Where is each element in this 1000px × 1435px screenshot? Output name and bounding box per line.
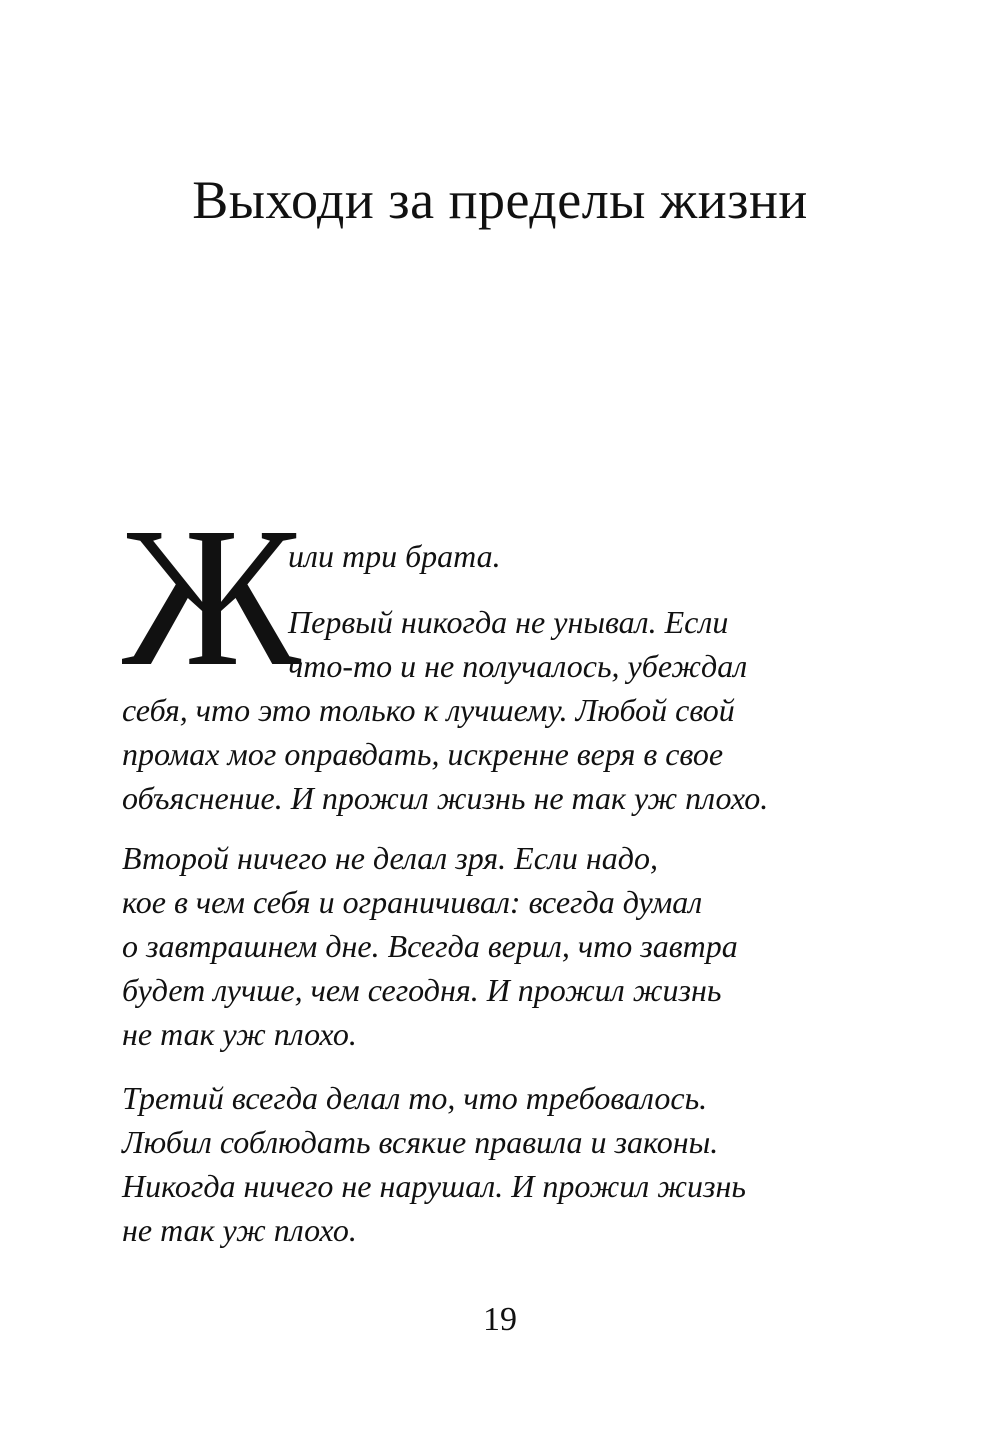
paragraph-3-line-2: кое в чем себя и ограничивал: всегда думал <box>122 884 703 920</box>
paragraph-4-line-2: Любил соблюдать всякие правила и законы. <box>122 1124 719 1160</box>
paragraph-1-line-1: или три брата. <box>288 538 501 574</box>
paragraph-3-line-4: будет лучше, чем сегодня. И прожил жизнь <box>122 972 722 1008</box>
paragraph-3-line-1: Второй ничего не делал зря. Если надо, <box>122 840 658 876</box>
drop-cap: Ж <box>122 487 302 708</box>
paragraph-2-line-5: объяснение. И прожил жизнь не так уж плохо. <box>122 780 769 816</box>
paragraph-4-line-3: Никогда ничего не нарушал. И прожил жизнь <box>122 1168 746 1204</box>
paragraph-3-line-3: о завтрашнем дне. Всегда верил, что завтра <box>122 928 738 964</box>
paragraph-2-line-1: Первый никогда не унывал. Если <box>288 604 729 640</box>
paragraph-2-line-4: промах мог оправдать, искренне веря в свое <box>122 736 724 772</box>
paragraph-3-line-5: не так уж плохо. <box>122 1016 357 1052</box>
paragraph-4-line-4: не так уж плохо. <box>122 1212 357 1248</box>
paragraph-2-line-2: что-то и не получалось, убеждал <box>288 648 748 684</box>
paragraph-2-line-3: себя, что это только к лучшему. Любой свой <box>122 692 735 728</box>
page-title: Выходи за пределы жизни <box>192 170 808 230</box>
paragraph-4-line-1: Третий всегда делал то, что требовалось. <box>122 1080 708 1116</box>
page-number: 19 <box>483 1301 517 1338</box>
